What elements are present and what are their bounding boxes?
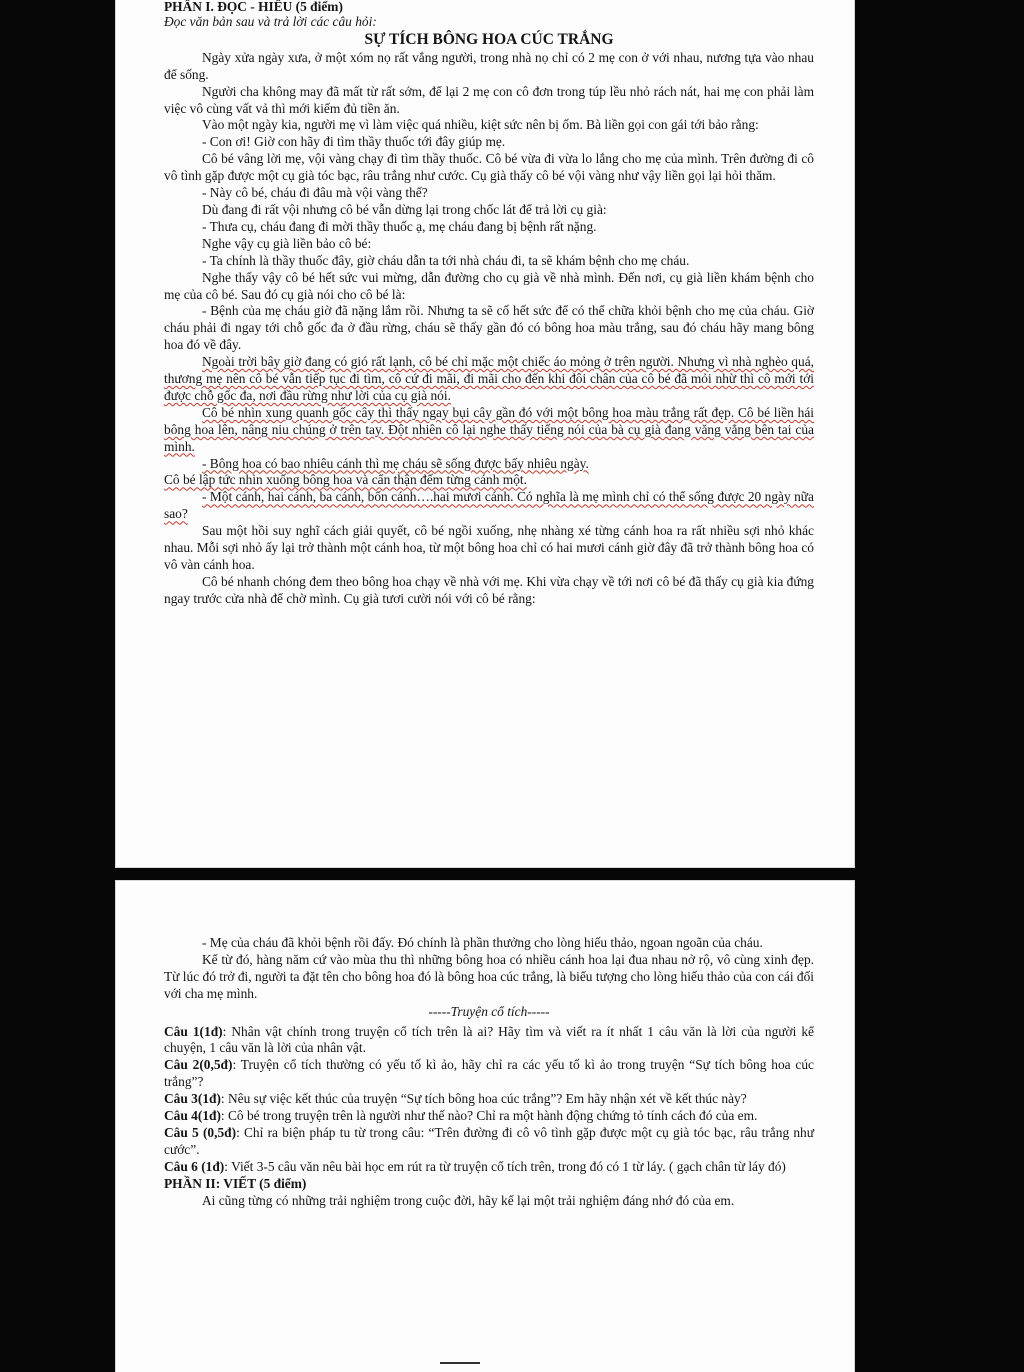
page-1-text	[164, 0, 814, 608]
story-body	[164, 50, 814, 608]
page-edge-mark	[440, 1362, 480, 1368]
question-item	[164, 1125, 814, 1159]
question-text: : Nêu sự việc kết thúc của truyện “Sự tích bông hoa cúc trắng”? Em hãy nhận xét về kết thúc này?	[220, 1091, 747, 1107]
paragraph: Người cha không may đã mất từ rất sớm, để lại 2 mẹ con cô đơn trong túp lều nhỏ rách nát, hai mẹ con phải làm việc vô cùng vất vả thì mới kiếm đủ tiền ăn.	[164, 83, 814, 116]
question-text: : Viết 3-5 câu văn nêu bài học em rút ra từ truyện cổ tích trên, trong đó có 1 từ láy. ( gạch chân từ láy đó)	[224, 1158, 786, 1174]
document-page-1	[115, 0, 855, 868]
question-text: : Cô bé trong truyện trên là người như thế nào? Chỉ ra một hành động chứng tỏ tính cách đó của em.	[220, 1108, 758, 1124]
paragraph: Cô bé nhanh chóng đem theo bông hoa chạy về nhà với mẹ. Khi vừa chạy về tới nơi cô bé đã thấy cụ già kia đứng ngay trước cửa nhà để chờ mình. Cụ già tươi cười nói với cô bé rằng:	[164, 573, 814, 606]
paragraph: - Bệnh của mẹ cháu giờ đã nặng lắm rồi. Nhưng ta sẽ cố hết sức để có thể chữa khỏi bệnh cho mẹ của cháu. Giờ cháu phải đi ngay tới chỗ gốc đa ở đầu rừng, cháu sẽ thấy gần đó có bông hoa màu trắng, sau đó cháu hãy mang bông hoa đó về đây.	[164, 303, 814, 353]
question-item	[164, 1057, 814, 1091]
question-item	[164, 1159, 814, 1176]
section-heading: PHẦN I. ĐỌC - HIỂU (5 điểm)	[164, 0, 343, 14]
question-item	[164, 1091, 814, 1108]
paragraph: - Mẹ của cháu đã khỏi bệnh rồi đấy. Đó chính là phần thưởng cho lòng hiếu thảo, ngoan ngoãn của cháu.	[202, 935, 763, 950]
story-ending	[164, 935, 814, 1003]
question-item	[164, 1024, 814, 1058]
paragraph: Vào một ngày kia, người mẹ vì làm việc quá nhiều, kiệt sức nên bị ốm. Bà liền gọi con gái tới bảo rằng:	[202, 117, 759, 133]
paragraph: Nghe vậy cụ già liền bảo cô bé:	[202, 235, 372, 251]
part-2-prompt: Ai cũng từng có những trải nghiệm trong cuộc đời, hãy kể lại một trải nghiệm đáng nhớ đó của em.	[202, 1192, 735, 1208]
question-label: Câu 6 (1đ)	[164, 1158, 225, 1174]
paragraph: Cô bé vâng lời mẹ, vội vàng chạy đi tìm thầy thuốc. Cô bé vừa đi vừa lo lắng cho mẹ của mình. Trên đường đi cô vô tình gặp được một cụ già tóc bạc, râu trắng như cước. Cụ già thấy cô bé vội vàng như vậy liền gọi lại hỏi thăm.	[164, 151, 814, 184]
paragraph: Ngoài trời bây giờ đang có gió rất lạnh, cô bé chỉ mặc một chiếc áo mỏng ở trên người. Nhưng vì nhà nghèo quá, thương mẹ nên cô bé vẫn tiếp tục đi tìm, cô cứ đi mãi, đi mãi cho đến khi đôi chân của cô bé đã mỏi nhừ thì cô mới tới được chỗ gốc đa, nơi đầu rừng như lời của cụ già nói.	[164, 354, 814, 403]
paragraph: - Bông hoa có bao nhiêu cánh thì mẹ cháu sẽ sống được bấy nhiêu ngày.	[202, 455, 589, 471]
question-label: Câu 4(1đ)	[164, 1108, 221, 1124]
part-2-heading: PHẦN II: VIẾT (5 điểm)	[164, 1175, 307, 1191]
document-page-2	[115, 880, 855, 1372]
paragraph: - Ta chính là thầy thuốc đây, giờ cháu dẫn ta tới nhà cháu đi, ta sẽ khám bệnh cho mẹ cháu.	[202, 252, 690, 268]
instruction-text: Đọc văn bản sau và trả lời các câu hỏi:	[164, 14, 377, 29]
paragraph: Kể từ đó, hàng năm cứ vào mùa thu thì những bông hoa có nhiều cánh hoa lại đua nhau nở rộ, vô cùng xinh đẹp. Từ lúc đó trở đi, người ta đặt tên cho bông hoa đó là bông hoa cúc trắng, là biểu tượng cho lòng hiếu thảo của con cái đối với cha mẹ mình.	[164, 951, 814, 1001]
paragraph: Nghe thấy vậy cô bé hết sức vui mừng, dẫn đường cho cụ già về nhà mình. Đến nơi, cụ già liền khám bệnh cho mẹ của cô bé. Sau đó cụ già nói cho cô bé là:	[164, 269, 814, 302]
question-text: : Truyện cổ tích thường có yếu tố kì ảo, hãy chỉ ra các yếu tố kì ảo trong truyện “Sự tích bông hoa cúc trắng”?	[164, 1057, 814, 1090]
question-text: : Chỉ ra biện pháp tu từ trong câu: “Trên đường đi cô vô tình gặp được một cụ già tóc bạc, râu trắng như cước”.	[164, 1124, 815, 1157]
paragraph: Cô bé nhìn xung quanh gốc cây thì thấy ngay bụi cây gần đó với một bông hoa màu trắng rất đẹp. Cô bé liền hái bông hoa lên, nâng niu chúng ở trên tay. Đột nhiên cô lại nghe thấy tiếng nói của bà cụ già đang văng vẳng bên tai của mình.	[164, 404, 814, 454]
paragraph: Ngày xửa ngày xưa, ở một xóm nọ rất vắng người, trong nhà nọ chỉ có 2 mẹ con ở với nhau, nương tựa vào nhau để sống.	[164, 49, 814, 82]
question-label: Câu 2(0,5đ)	[164, 1057, 233, 1073]
question-item	[164, 1108, 814, 1125]
page-2-text	[164, 935, 814, 1210]
question-label: Câu 5 (0,5đ)	[164, 1124, 237, 1140]
paragraph: - Con ơi! Giờ con hãy đi tìm thầy thuốc tới đây giúp mẹ.	[202, 134, 506, 150]
paragraph: Sau một hồi suy nghĩ cách giải quyết, cô bé ngồi xuống, nhẹ nhàng xé từng cánh hoa ra rất nhiều sợi nhỏ khác nhau. Mỗi sợi nhỏ ấy lại trở thành một cánh hoa, từ một bông hoa chỉ có hai mươi cánh giờ đây đã trở thành bông hoa có vô vàn cánh hoa.	[164, 523, 814, 572]
paragraph: - Một cánh, hai cánh, ba cánh, bốn cánh….hai mươi cánh. Có nghĩa là mẹ mình chỉ có thể sống được 20 ngày nữa sao?	[164, 489, 814, 522]
question-label: Câu 3(1đ)	[164, 1091, 221, 1107]
story-title: SỰ TÍCH BÔNG HOA CÚC TRẮNG	[364, 30, 614, 48]
question-list	[164, 1024, 814, 1176]
paragraph: Cô bé lập tức nhìn xuống bông hoa và cẩn thận đếm từng cánh một.	[164, 472, 527, 488]
story-source: -----Truyện cổ tích-----	[428, 1003, 550, 1019]
question-label: Câu 1(1đ)	[164, 1023, 223, 1039]
paragraph: - Thưa cụ, cháu đang đi mời thầy thuốc ạ, mẹ cháu đang bị bệnh rất nặng.	[202, 218, 597, 234]
paragraph: - Này cô bé, cháu đi đâu mà vội vàng thế?	[202, 185, 428, 201]
question-text: : Nhân vật chính trong truyện cổ tích trên là ai? Hãy tìm và viết ra ít nhất 1 câu văn là lời của người kể chuyện, 1 câu văn là lời của nhân vật.	[164, 1023, 815, 1056]
paragraph: Dù đang đi rất vội nhưng cô bé vẫn dừng lại trong chốc lát để trả lời cụ già:	[202, 201, 607, 217]
